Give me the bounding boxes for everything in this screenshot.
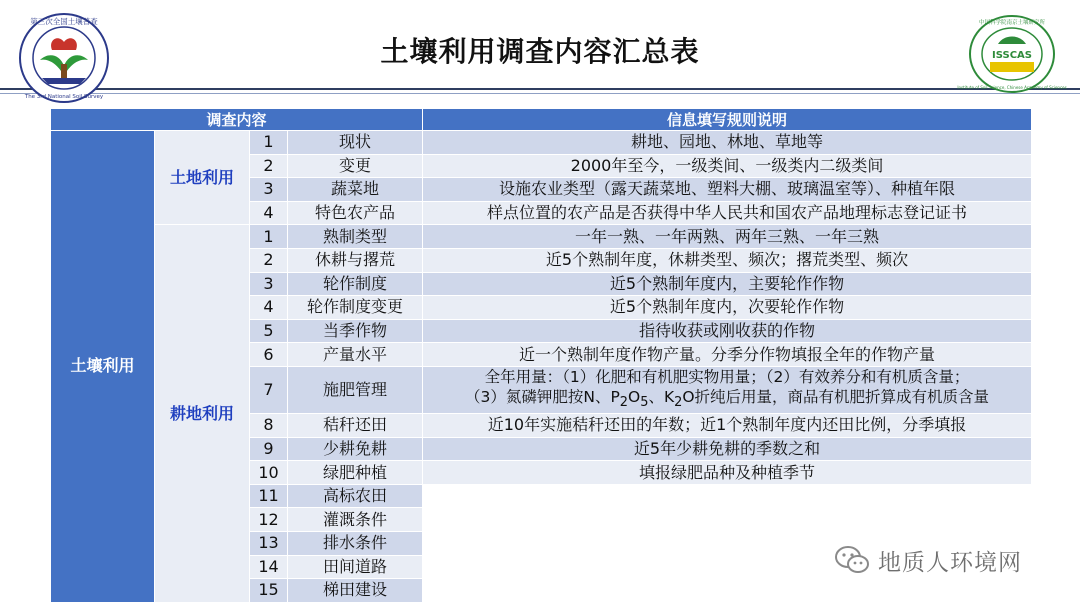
- row-number: 3: [250, 178, 288, 202]
- row-item: 梯田建设: [288, 579, 423, 603]
- fertilizer-desc-o: O: [628, 387, 641, 406]
- row-description: 近一个熟制年度作物产量。分季分作物填报全年的作物产量: [423, 343, 1032, 367]
- row-number: 15: [250, 579, 288, 603]
- row-description: 一年一熟、一年两熟、两年三熟、一年三熟: [423, 225, 1032, 249]
- row-description: 近5年少耕免耕的季数之和: [423, 437, 1032, 461]
- row-description-fertilizer: [423, 366, 1032, 413]
- row-number: 2: [250, 154, 288, 178]
- row-number: 7: [250, 366, 288, 413]
- row-description: 样点位置的农产品是否获得中华人民共和国农产品地理标志登记证书: [423, 201, 1032, 225]
- table-row: [51, 131, 1032, 155]
- row-description: 近5个熟制年度，休耕类型、频次；撂荒类型、频次: [423, 248, 1032, 272]
- fertilizer-desc-line2-a: （3）氮磷钾肥按N、P: [464, 387, 620, 406]
- watermark: [834, 543, 1054, 577]
- subscript-5: 5: [640, 395, 649, 411]
- row-description: 近5个熟制年度内，主要轮作作物: [423, 272, 1032, 296]
- wechat-icon: [834, 545, 870, 575]
- subscript-2: 2: [619, 395, 629, 411]
- logo-right-ring-text-en: Institute of Soil Science, Chinese Academy of Sciences: [957, 85, 1067, 90]
- row-number: 3: [250, 272, 288, 296]
- row-item: 蔬菜地: [288, 178, 423, 202]
- row-item: 田间道路: [288, 555, 423, 579]
- row-item: 变更: [288, 154, 423, 178]
- table-header-row: [51, 109, 1032, 131]
- row-item: 产量水平: [288, 343, 423, 367]
- subscript-2b: 2: [674, 395, 683, 411]
- row-number: 12: [250, 508, 288, 532]
- row-description: 2000年至今，一级类间、一级类内二级类间: [423, 154, 1032, 178]
- logo-right-text: ISSCAS: [992, 50, 1032, 61]
- isscas-logo: [957, 14, 1067, 94]
- fertilizer-desc-k: 、K: [648, 387, 675, 406]
- logo-left-text-en: The 3rd National Soil Survey: [24, 94, 104, 100]
- row-number: 13: [250, 532, 288, 556]
- row-description: 近10年实施秸秆还田的年数；近1个熟制年度内还田比例，分季填报: [423, 414, 1032, 438]
- logo-right-ring-text: 中国科学院南京土壤研究所: [978, 20, 1046, 26]
- row-number: 4: [250, 201, 288, 225]
- row-number: 8: [250, 414, 288, 438]
- row-item: 轮作制度变更: [288, 296, 423, 320]
- row-item: 熟制类型: [288, 225, 423, 249]
- main-category-label: 土壤利用: [51, 131, 155, 603]
- row-number: 1: [250, 131, 288, 155]
- row-item: 灌溉条件: [288, 508, 423, 532]
- header-survey-content: 调查内容: [51, 109, 423, 131]
- row-description: 指待收获或刚收获的作物: [423, 319, 1032, 343]
- table-row: [51, 225, 1032, 249]
- row-number: 5: [250, 319, 288, 343]
- row-item: 高标农田: [288, 484, 423, 508]
- row-item: 施肥管理: [288, 366, 423, 413]
- row-item: 绿肥种植: [288, 461, 423, 485]
- watermark-text: 地质人环境网: [878, 549, 1022, 576]
- national-soil-survey-logo: [18, 12, 110, 104]
- fertilizer-desc-line2-b: O折纯后用量，商品有机肥折算成有机质含量: [682, 387, 990, 406]
- row-number: 9: [250, 437, 288, 461]
- row-description: 近5个熟制年度内，次要轮作作物: [423, 296, 1032, 320]
- row-number: 14: [250, 555, 288, 579]
- row-item: 休耕与撂荒: [288, 248, 423, 272]
- row-number: 10: [250, 461, 288, 485]
- row-item: 特色农产品: [288, 201, 423, 225]
- row-number: 4: [250, 296, 288, 320]
- survey-content-table: [50, 108, 1032, 603]
- row-number: 2: [250, 248, 288, 272]
- row-number: 6: [250, 343, 288, 367]
- row-item: 少耕免耕: [288, 437, 423, 461]
- title-divider-thin: [0, 93, 1080, 94]
- header-fill-rules: 信息填写规则说明: [423, 109, 1032, 131]
- sub-category-label-cultivated-land: 耕地利用: [155, 225, 250, 602]
- row-number: 11: [250, 484, 288, 508]
- row-item: 轮作制度: [288, 272, 423, 296]
- row-item: 秸秆还田: [288, 414, 423, 438]
- fertilizer-desc-line1: 全年用量：（1）化肥和有机肥实物用量；（2）有效养分和有机质含量；: [484, 367, 970, 386]
- row-description: 填报绿肥品种及种植季节: [423, 461, 1032, 485]
- row-description: 耕地、园地、林地、草地等: [423, 131, 1032, 155]
- row-item: 当季作物: [288, 319, 423, 343]
- row-item: 排水条件: [288, 532, 423, 556]
- logo-left-text: 第三次全国土壤普查: [30, 17, 98, 26]
- row-number: 1: [250, 225, 288, 249]
- row-description: 设施农业类型（露天蔬菜地、塑料大棚、玻璃温室等）、种植年限: [423, 178, 1032, 202]
- title-divider: [0, 88, 1080, 90]
- row-item: 现状: [288, 131, 423, 155]
- page-title: 土壤利用调查内容汇总表: [380, 35, 700, 68]
- fertilizer-desc-line2: [423, 387, 1031, 413]
- sub-category-label-land-use: 土地利用: [155, 131, 250, 225]
